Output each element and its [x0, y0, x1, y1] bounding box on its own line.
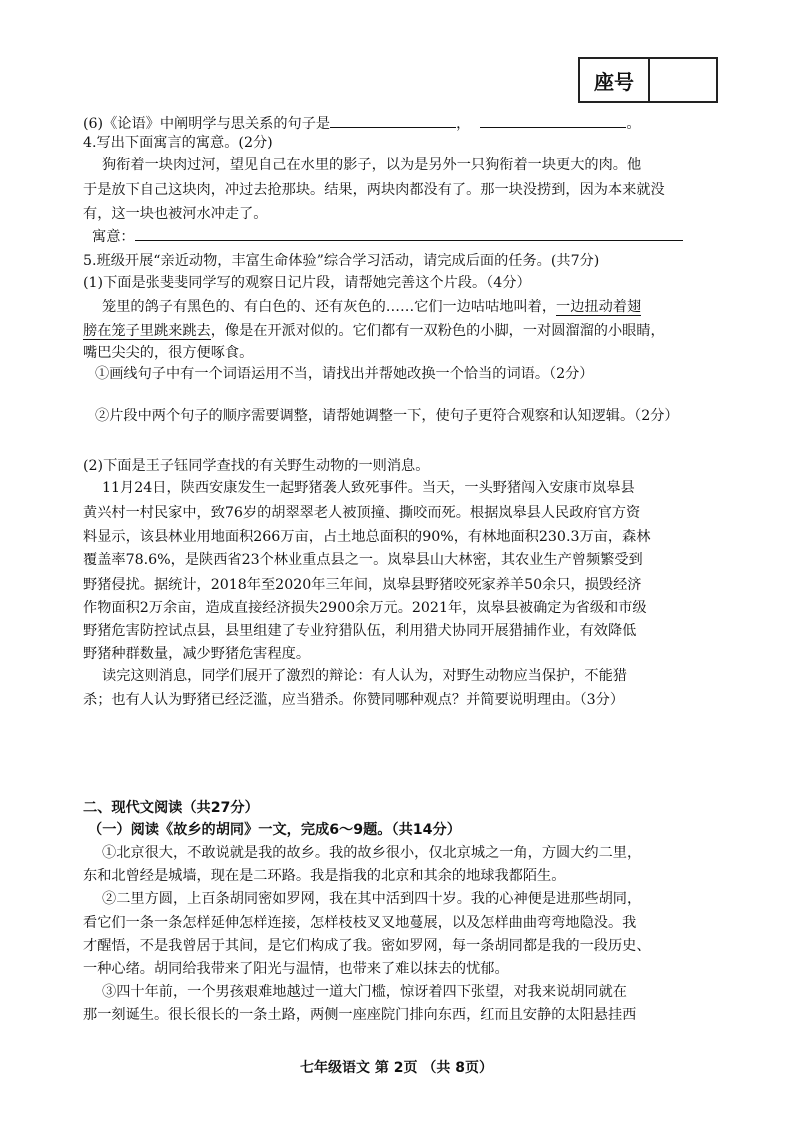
task-2: ②片段中两个句子的顺序需要调整，请帮她调整一下，使句子更符合观察和认知逻辑。（2分） [95, 408, 679, 424]
diary-underlined-2: 膀在笼子里跳来跳去 [83, 323, 211, 339]
diary-line-2 [83, 321, 665, 341]
diary-text-1: 笼里的鸽子有黑色的、有白色的、还有灰色的……它们一边咕咕地叫着， [102, 299, 557, 315]
question-6-end: 。 [626, 116, 641, 132]
article-line-5: 才醒悟，不是我曾居于其间，是它们构成了我。密如罗网，每一条胡同都是我的一段历史、 [83, 938, 651, 954]
debate-line-1: 读完这则消息，同学们展开了激烈的辩论：有人认为，对野生动物应当保护，不能猎 [102, 668, 627, 684]
news-line-6: 作物面积2万余亩，造成直接经济损失2900余万元。2021年，岚皋县被确定为省级和市级 [83, 600, 647, 616]
news-line-3: 料显示，该县林业用地面积266万亩，占土地总面积的90%，有林地面积230.3万亩，森林 [83, 529, 651, 545]
news-line-8: 野猪种群数量，减少野猪危害程度。 [83, 646, 311, 662]
question-4-title: 4.写出下面寓言的寓意。(2分) [83, 135, 273, 151]
fable-line-2: 于是放下自己这块肉，冲过去抢那块。结果，两块肉都没有了。那一块没捞到，因为本来就没 [83, 182, 665, 198]
diary-line-1 [102, 297, 641, 317]
fable-line-3: 有，这一块也被河水冲走了。 [83, 206, 268, 222]
article-line-4: 看它们一条一条怎样延伸怎样连接，怎样枝枝叉叉地蔓展，以及怎样曲曲弯弯地隐没。我 [83, 915, 637, 931]
moral-answer-blank[interactable] [135, 226, 683, 241]
diary-text-2: ，像是在开派对似的。它们都有一双粉色的小脚，一对圆溜溜的小眼睛， [210, 323, 665, 339]
debate-line-2: 杀；也有人认为野猪已经泛滥，应当猎杀。你赞同哪种观点？并简要说明理由。（3分） [83, 692, 625, 708]
article-line-8: 那一刻诞生。很长很长的一条土路，两侧一座座院门排向东西，红而且安静的太阳悬挂西 [83, 1007, 637, 1023]
seat-number-box [578, 57, 718, 103]
moral-label: 寓意： [92, 229, 135, 245]
news-line-2: 黄兴村一村民家中，致76岁的胡翠翠老人被顶撞、撕咬而死。根据岚皋县人民政府官方资 [83, 505, 641, 521]
news-line-1: 11月24日，陕西安康发生一起野猪袭人致死事件。当天，一头野猪闯入安康市岚皋县 [102, 480, 635, 496]
seat-number-label: 座号 [580, 59, 650, 101]
article-line-2: 东和北曾经是城墙，现在是二环路。我是指我的北京和其余的地球我都陌生。 [83, 868, 566, 884]
question-6 [83, 113, 641, 134]
news-line-7: 野猪危害防控试点县，县里组建了专业狩猎队伍，利用猎犬协同开展猎捕作业，有效降低 [83, 623, 637, 639]
question-5-title: 5.班级开展“亲近动物，丰富生命体验”综合学习活动，请完成后面的任务。(共7分) [83, 253, 600, 269]
diary-underlined-1: 一边扭动着翅 [556, 299, 642, 315]
section-2-heading: 二、现代文阅读（共27分） [83, 800, 259, 816]
article-line-6: 一种心绪。胡同给我带来了阳光与温情，也带来了难以抹去的忧郁。 [83, 961, 509, 977]
article-line-3: ②二里方圆，上百条胡同密如罗网，我在其中活到四十岁。我的心神便是进那些胡同， [102, 891, 642, 907]
answer-blank-2[interactable] [480, 113, 626, 128]
fable-line-1: 狗衔着一块肉过河，望见自己在水里的影子，以为是另外一只狗衔着一块更大的肉。他 [102, 157, 642, 173]
news-line-4: 覆盖率78.6%，是陕西省23个林业重点县之一。岚皋县山大林密，其农业生产曾频繁受到 [83, 552, 643, 568]
news-line-5: 野猪侵扰。据统计，2018年至2020年三年间，岚皋县野猪咬死家养羊50余只，损毁经济 [83, 577, 642, 593]
question-6-sep: ， [456, 116, 471, 132]
seat-number-field[interactable] [650, 59, 716, 101]
diary-line-3: 嘴巴尖尖的，很方便啄食。 [83, 345, 254, 361]
page-footer: 七年级语文 第 2页 （共 8页） [300, 1060, 493, 1076]
question-5-2-title: (2)下面是王子钰同学查找的有关野生动物的一则消息。 [83, 458, 430, 474]
article-line-7: ③四十年前，一个男孩艰难地越过一道大门槛，惊讶着四下张望，对我来说胡同就在 [102, 984, 627, 1000]
task-1: ①画线句子中有一个词语运用不当，请找出并帮她改换一个恰当的词语。（2分） [95, 366, 594, 382]
answer-blank-1[interactable] [330, 113, 456, 128]
question-5-1-title: (1)下面是张斐斐同学写的观察日记片段，请帮她完善这个片段。（4分） [83, 275, 531, 291]
article-line-1: ①北京很大，不敢说就是我的故乡。我的故乡很小，仅北京城之一角，方圆大约二里， [102, 845, 642, 861]
moral-answer-line [92, 226, 683, 247]
question-6-text: (6)《论语》中阐明学与思关系的句子是 [83, 116, 331, 132]
section-2-1-heading: （一）阅读《故乡的胡同》一文，完成6～9题。（共14分） [88, 822, 461, 838]
